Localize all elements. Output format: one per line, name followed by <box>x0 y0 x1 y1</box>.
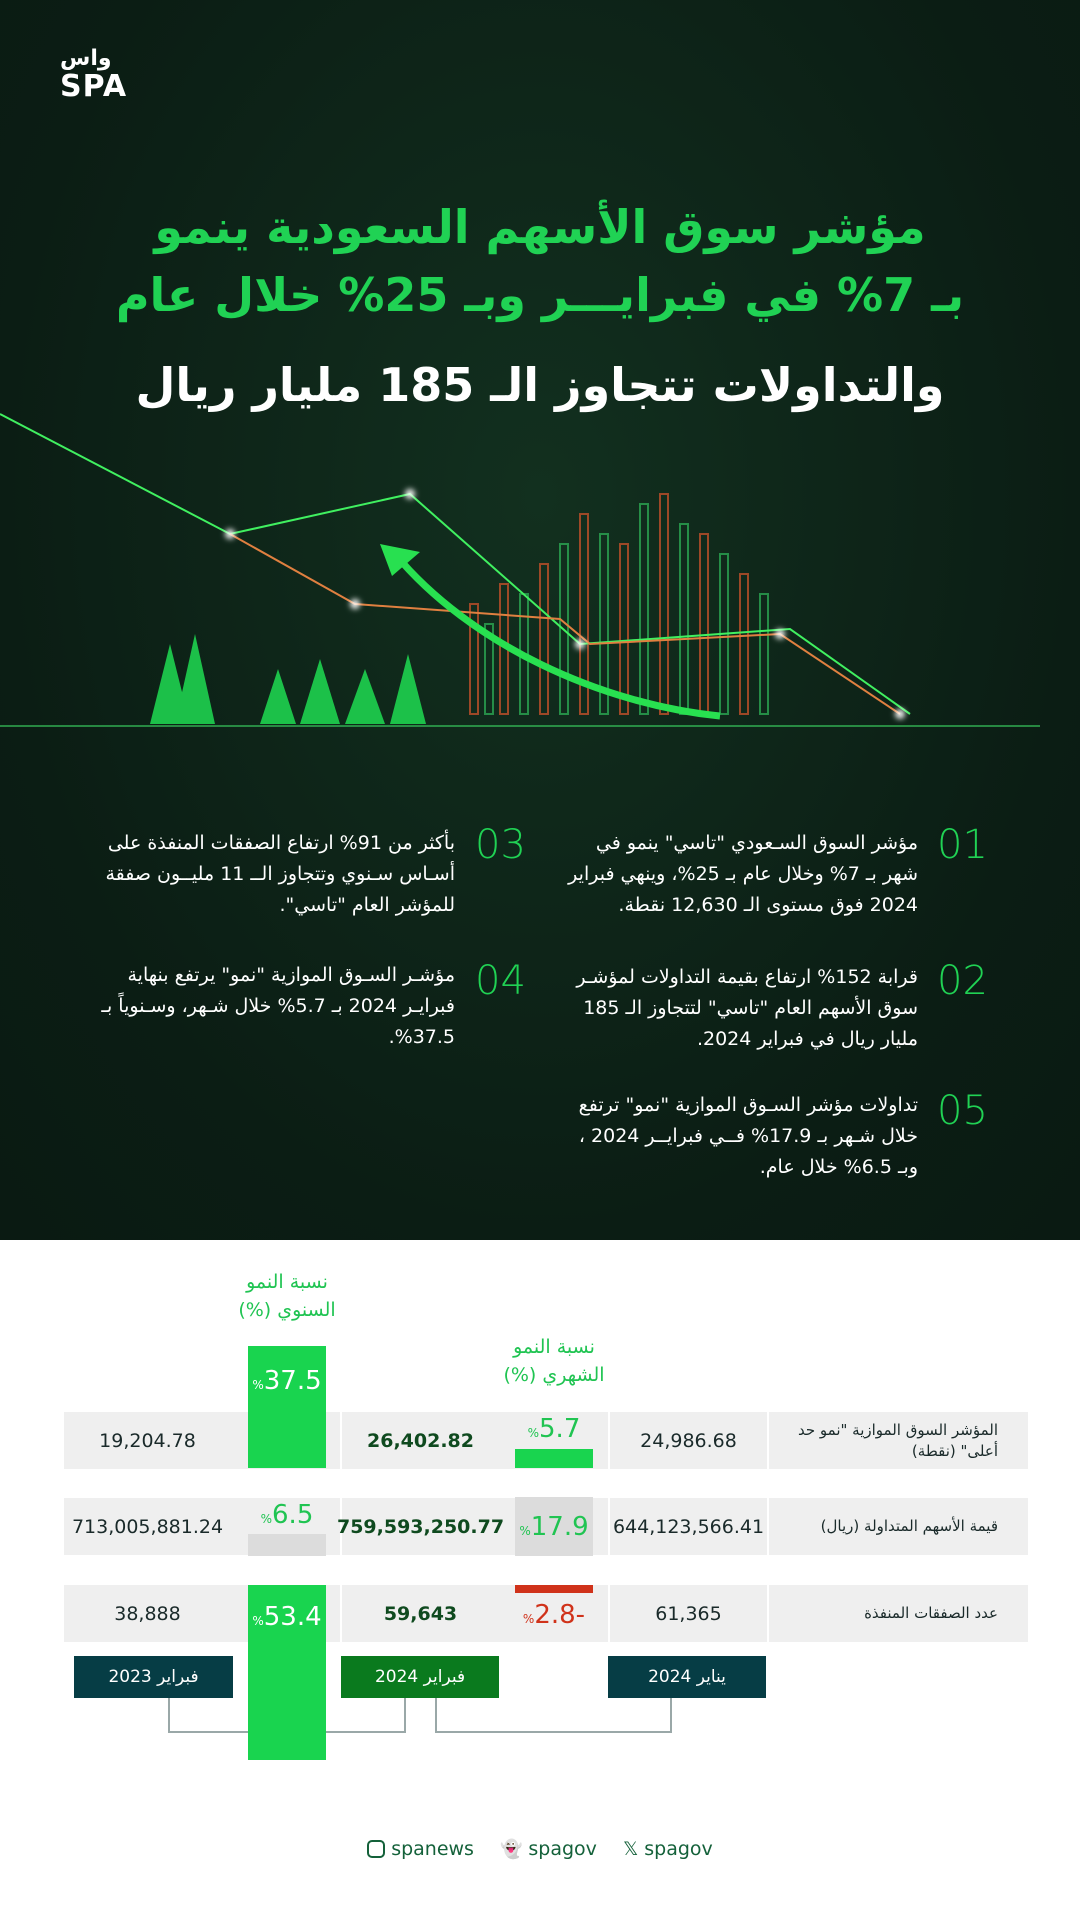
annual-bar-index <box>248 1346 326 1468</box>
point-number-03: 03 <box>475 822 526 868</box>
jan-2024-value: 644,123,566.41 <box>608 1498 767 1555</box>
point-text-02: قرابة 152% ارتفاع بقيمة التداولات لمؤشـر سوق الأسهم العام "تاسي" لتتجاوز الـ 185 مليار ريال في فبراير 2024. <box>576 966 918 1050</box>
annual-bar-value <box>248 1534 326 1556</box>
feb-2024-value: 759,593,250.77 <box>340 1498 499 1555</box>
connector <box>404 1698 406 1732</box>
feb-2023-value: 19,204.78 <box>62 1412 231 1469</box>
annual-bar-trades-overlay <box>248 1698 326 1760</box>
annual-growth-trades: %53.4 <box>252 1602 322 1632</box>
monthly-bar-index <box>515 1449 593 1468</box>
point-text-03: بأكثر من 91% ارتفاع الصفقات المنفذة على أسـاس سـنوي وتتجاوز الــ 11 مليــون صفقة للمؤشر العام "تاسي". <box>105 832 455 916</box>
connector <box>435 1698 437 1732</box>
connector <box>435 1731 672 1733</box>
row-label: المؤشر السوق الموازية "نمو حد أعلى" (نقطة) <box>767 1412 1028 1469</box>
feb-2023-value: 38,888 <box>62 1585 231 1642</box>
point-text-05: تداولات مؤشر السـوق الموازية "نمو" ترتفع خلال شـهر بـ 17.9% فــي فبرايــر 2024 ، وبـ 6.5% خلال عام. <box>578 1094 918 1178</box>
feb-2024-value: 26,402.82 <box>340 1412 499 1469</box>
annual-growth-header: نسبة النمو السنوي (%) <box>238 1271 336 1321</box>
snapchat-link[interactable]: 👻 spagov <box>499 1838 597 1860</box>
footer-socials <box>0 1838 1080 1860</box>
feb-2023-value: 713,005,881.24 <box>62 1498 231 1555</box>
spa-logo: واس SPA <box>60 46 128 104</box>
instagram-icon <box>367 1840 385 1858</box>
monthly-bar-trades <box>515 1585 593 1593</box>
connector <box>670 1698 672 1732</box>
snapchat-icon: 👻 <box>499 1838 523 1860</box>
point-text-04: مؤشـر السـوق الموازية "نمو" يرتفع بنهاية فبرايـر 2024 بـ 5.7% خلال شـهر، وسـنوياً بـ 37.5%. <box>101 964 455 1048</box>
row-label: قيمة الأسهم المتداولة (ريال) <box>767 1498 1028 1555</box>
feb-2024-value: 59,643 <box>340 1585 499 1642</box>
monthly-growth-value: %17.9 <box>519 1512 589 1542</box>
point-number-04: 04 <box>475 958 526 1004</box>
x-icon: 𝕏 <box>622 1838 639 1860</box>
jan-2024-value: 24,986.68 <box>608 1412 767 1469</box>
date-feb-2024: فبراير 2024 <box>341 1656 499 1698</box>
connector <box>168 1698 170 1732</box>
market-chart-illustration <box>0 404 1080 744</box>
annual-growth-value: %6.5 <box>260 1500 314 1530</box>
instagram-link[interactable]: spanews <box>367 1838 474 1860</box>
x-link[interactable]: 𝕏 spagov <box>622 1838 713 1860</box>
point-number-01: 01 <box>937 822 988 868</box>
title-line-2: بـ 7% في فبرايـــر وبـ 25% خلال عام <box>115 268 965 322</box>
monthly-growth-trades: %2.8- <box>522 1600 586 1630</box>
point-number-05: 05 <box>937 1088 988 1134</box>
row-label: عدد الصفقات المنفذة <box>767 1585 1028 1642</box>
title-line-3: والتداولات تتجاوز الـ 185 مليار ريال <box>135 358 945 412</box>
title-line-1: مؤشر سوق الأسهم السعودية ينمو <box>154 200 926 254</box>
point-number-02: 02 <box>937 958 988 1004</box>
jan-2024-value: 61,365 <box>608 1585 767 1642</box>
date-jan-2024: يناير 2024 <box>608 1656 766 1698</box>
point-text-01: مؤشر السوق السـعودي "تاسي" ينمو في شهر بـ 7% وخلال عام بـ 25%، وينهي فبراير 2024 فوق مستوى الـ 12,630 نقطة. <box>568 832 918 916</box>
date-feb-2023: فبراير 2023 <box>74 1656 233 1698</box>
monthly-growth-header: نسبة النمو الشهري (%) <box>503 1336 605 1386</box>
annual-growth-index: %37.5 <box>252 1366 322 1396</box>
monthly-growth-index: %5.7 <box>527 1414 581 1444</box>
